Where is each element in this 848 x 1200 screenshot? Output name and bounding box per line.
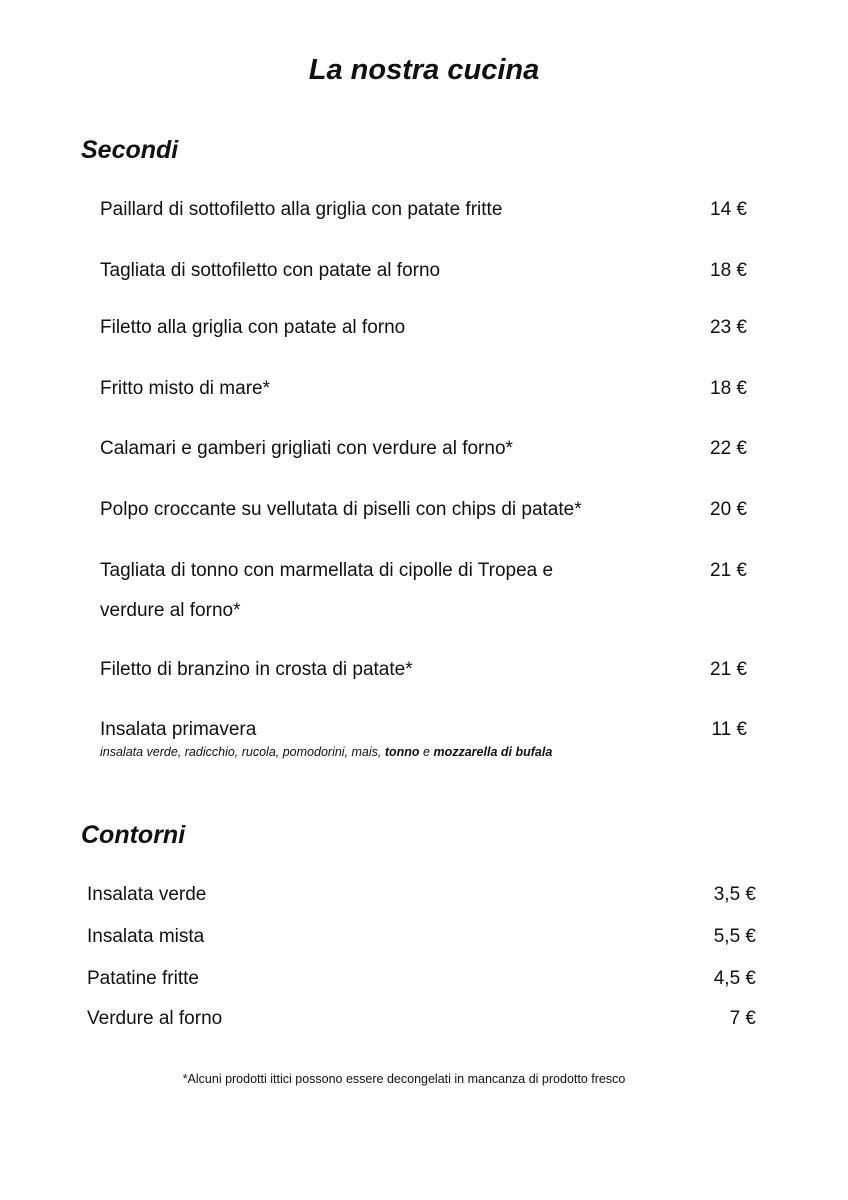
dish-name: Calamari e gamberi grigliati con verdure al forno*: [100, 438, 513, 459]
menu-item-price: 23 €: [710, 317, 747, 338]
desc-text: insalata verde, radicchio, rucola, pomodorini, mais,: [100, 745, 385, 759]
desc-bold-text: tonno: [384, 745, 420, 759]
dish-name: Filetto di branzino in crosta di patate*: [100, 659, 413, 680]
menu-item-name: [100, 551, 700, 631]
desc-bold-text: mozzarella di bufala: [433, 745, 553, 759]
side-dish-price: 5,5 €: [713, 926, 756, 947]
side-dish-name: Patatine fritte: [87, 968, 199, 989]
menu-item-name: [100, 429, 700, 469]
menu-item-name: [100, 650, 700, 690]
footnote: *Alcuni prodotti ittici possono essere decongelati in mancanza di prodotto fresco: [182, 1072, 626, 1086]
page-title: La nostra cucina: [308, 54, 540, 86]
dish-name: Polpo croccante su vellutata di piselli con chips di patate*: [100, 499, 582, 520]
side-dish-price: 3,5 €: [713, 884, 756, 905]
menu-item-name: [100, 308, 700, 348]
desc-text: e: [419, 745, 434, 759]
menu-item-name: [100, 710, 700, 760]
menu-item-price: 21 €: [710, 659, 747, 680]
menu-item-price: 11 €: [711, 719, 747, 740]
dish-name: Paillard di sottofiletto alla griglia con patate fritte: [100, 199, 503, 220]
dish-name: Tagliata di tonno con marmellata di cipolle di Tropea e verdure al forno*: [100, 560, 554, 621]
side-dish-name: Insalata verde: [87, 884, 207, 905]
side-dish-name: Insalata mista: [87, 926, 205, 947]
menu-item-price: 20 €: [710, 499, 747, 520]
menu-item-name: [100, 490, 700, 530]
dish-name: Fritto misto di mare*: [100, 378, 270, 399]
side-dish-price: 7 €: [729, 1008, 756, 1029]
menu-item-price: 22 €: [710, 438, 747, 459]
side-dish-name: Verdure al forno: [87, 1008, 223, 1029]
menu-item-price: 14 €: [710, 199, 747, 220]
menu-item-price: 18 €: [710, 378, 747, 399]
menu-item-name: [100, 190, 700, 230]
menu-item-name: [100, 369, 700, 409]
side-dish-price: 4,5 €: [713, 968, 756, 989]
section-heading-secondi: Secondi: [81, 136, 179, 164]
menu-item-price: 21 €: [710, 560, 747, 581]
dish-description: [100, 744, 700, 760]
menu-item-name: [100, 251, 700, 291]
menu-item-price: 18 €: [710, 260, 747, 281]
section-heading-contorni: Contorni: [81, 821, 186, 849]
dish-name: Insalata primavera: [100, 719, 257, 740]
dish-name: Tagliata di sottofiletto con patate al forno: [100, 260, 441, 281]
dish-name: Filetto alla griglia con patate al forno: [100, 317, 406, 338]
